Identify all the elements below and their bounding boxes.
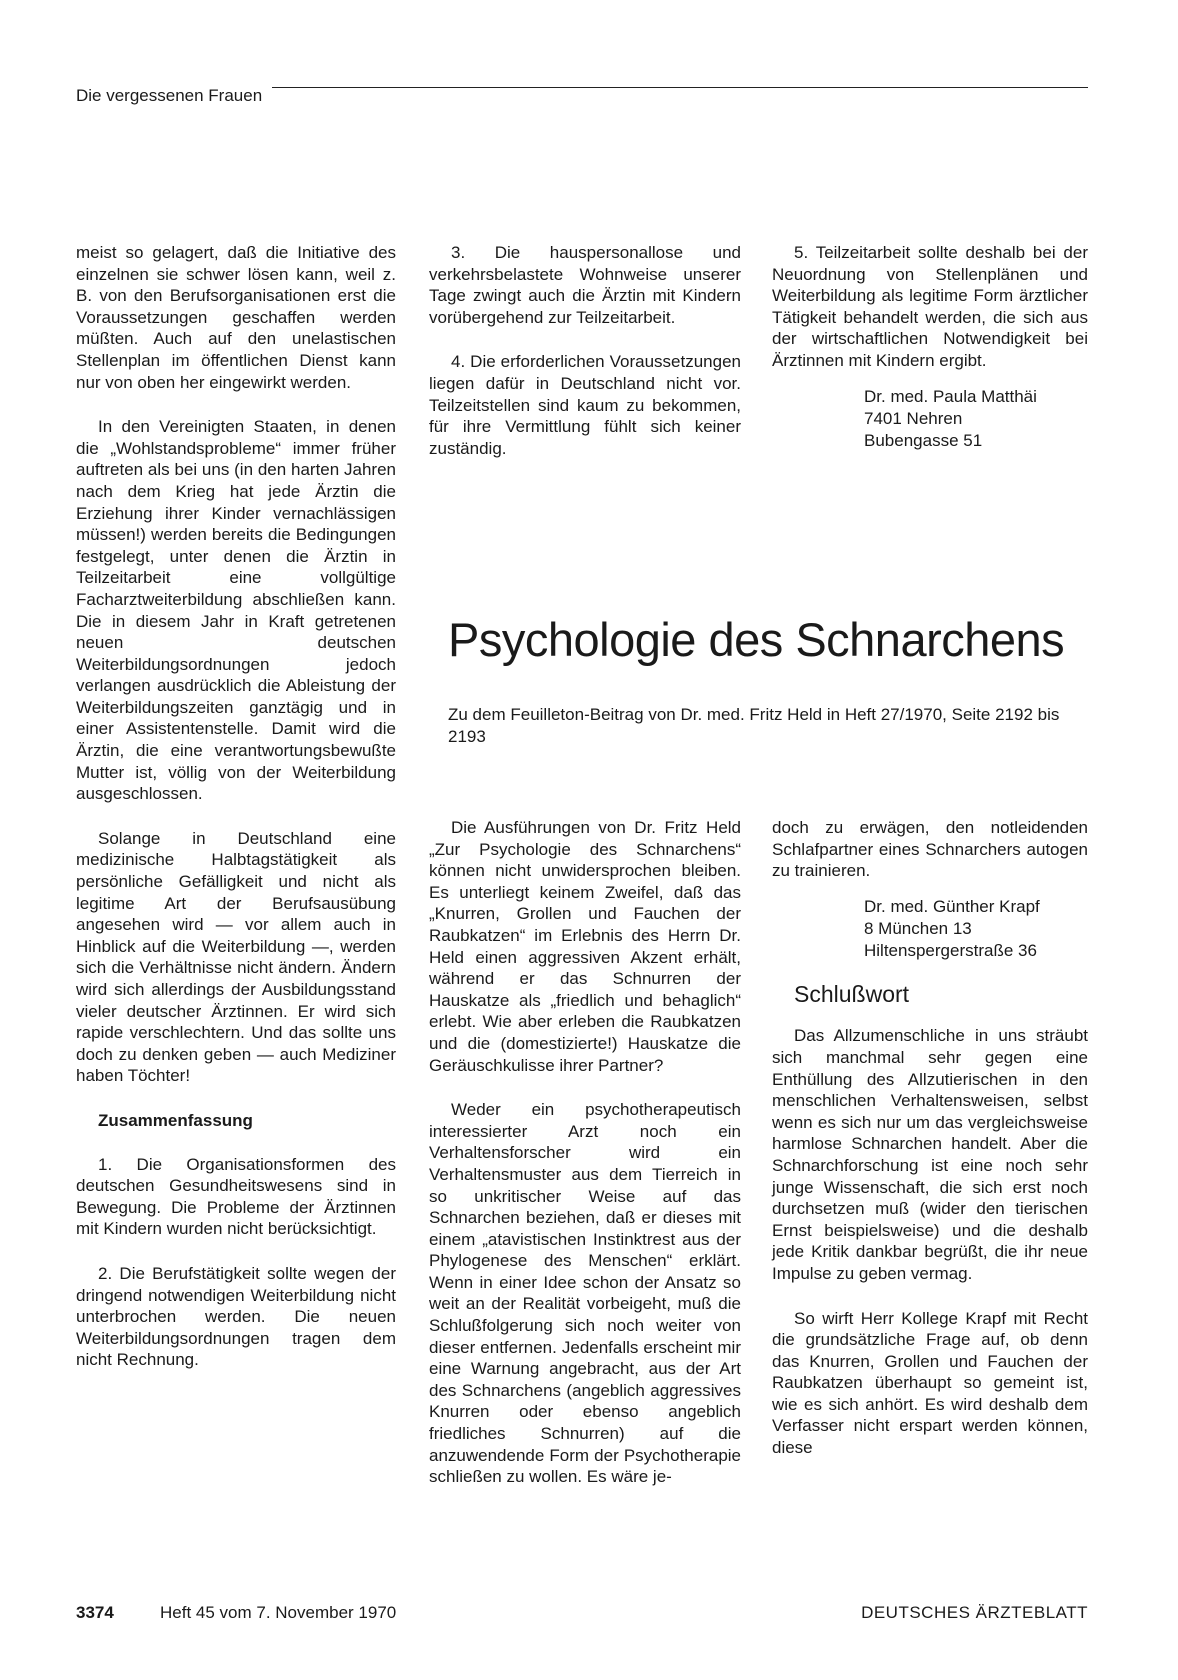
page-number: 3374 [76, 1603, 114, 1622]
column-4 [429, 817, 741, 1511]
running-head-rule [272, 87, 1088, 88]
paragraph: Weder ein psychotherapeutisch interessierter Arzt noch ein Verhaltensforscher wird ein Verhaltensmuster aus dem Tierreich in so unkritischer Weise auf das Schnarchen beziehen, daß er dieses mit einem „atavistischen Instinktrest aus der Phylogenese des Menschen“ erklärt. Wenn in einer Idee schon der Ansatz so weit an der Realität vorbeigeht, muß die Schlußfolgerung sich noch weiter von dieser entfernen. Jedenfalls erscheint mir eine Warnung angebracht, aus der Art des Schnarchens (angeblich aggressives Knurren oder ebenso angeblich friedliches Schnurren) auf die anzuwendende Form der Psychotherapie schließen zu wollen. Es wäre je- [429, 1100, 741, 1487]
author-signature [864, 386, 1088, 452]
author-street: Hiltenspergerstraße 36 [864, 940, 1037, 960]
paragraph: Die Ausführungen von Dr. Fritz Held „Zur Psychologie des Schnarchens“ können nicht unwidersprochen bleiben. Es unterliegt keinem Zweifel, daß das „Knurren, Grollen und Fauchen der Raubkatzen“ im Erlebnis des Herrn Dr. Held einen aggressiven Akzent erhält, während er das Schnurren der Hauskatze als „friedlich und behaglich“ erlebt. Wie aber erleben die Raubkatzen und die (domestizierte!) Hauskatze die Geräuschkulisse ihrer Partner? [429, 818, 741, 1075]
column-3 [772, 242, 1088, 452]
summary-point-2: 2. Die Berufstätigkeit sollte wegen der dringend notwendigen Weiterbildung nicht unterbrochen werden. Die neuen Weiterbildungsordnungen tragen dem nicht Rechnung. [76, 1263, 396, 1370]
paragraph: meist so gelagert, daß die Initiative des einzelnen sie schwer lösen kann, weil z. B. von den Berufsorganisationen erst die Voraussetzungen geschaffen werden müßten. Auch auf den unelastischen Stellenplan im öffentlichen Dienst kann nur von oben her eingewirkt werden. [76, 243, 396, 392]
summary-point-1: 1. Die Organisationsformen des deutschen Gesundheitswesens sind in Bewegung. Die Probleme der Ärztinnen mit Kindern wurden nicht berücksichtigt. [76, 1154, 396, 1239]
issue-info: Heft 45 vom 7. November 1970 [160, 1603, 397, 1622]
paragraph: doch zu erwägen, den notleidenden Schlafpartner eines Schnarchers autogen zu trainieren. [772, 818, 1088, 881]
article-reference: Zu dem Feuilleton-Beitrag von Dr. med. Fritz Held in Heft 27/1970, Seite 2192 bis 2193 [448, 705, 1060, 746]
section-heading: Schlußwort [794, 980, 910, 1007]
paragraph: So wirft Herr Kollege Krapf mit Recht die grundsätzliche Frage auf, ob denn das Knurren, Grollen und Fauchen der Raubkatzen überhaupt so gemeint ist, wie es sich anhört. Es wird deshalb dem Verfasser nicht erspart werden können, diese [772, 1308, 1088, 1458]
article-title: Psychologie des Schnarchens [448, 613, 1065, 666]
author-name: Dr. med. Günther Krapf [864, 896, 1040, 916]
running-head [76, 80, 1088, 104]
author-name: Dr. med. Paula Matthäi [864, 386, 1037, 406]
column-5 [772, 817, 1088, 1482]
author-city: 8 München 13 [864, 918, 972, 938]
author-signature [864, 896, 1088, 962]
page-footer [76, 1603, 1088, 1627]
column-1 [76, 242, 396, 1394]
paragraph: In den Vereinigten Staaten, in denen die „Wohlstandsprobleme“ immer früher auftreten als bei uns (in den harten Jahren nach dem Krieg hat jede Ärztin die Erziehung ihrer Kinder vernachlässigen müssen!) werden bereits die Bedingungen festgelegt, unter denen die Ärztin in Teilzeitarbeit eine vollgültige Facharztweiterbildung abschließen kann. Die in diesem Jahr in Kraft getretenen neuen deutschen Weiterbildungsordnungen jedoch verlangen ausdrücklich die Ableistung der Weiterbildungszeiten ganztägig und in einer Assistentenstelle. Damit wird die Ärztin, die eine verantwortungsbewußte Mutter ist, völlig von der Weiterbildung ausgeschlossen. [76, 417, 396, 804]
author-city: 7401 Nehren [864, 408, 963, 428]
journal-name: DEUTSCHES ÄRZTEBLATT [861, 1603, 1088, 1622]
author-street: Bubengasse 51 [864, 430, 983, 450]
summary-point-4: 4. Die erforderlichen Voraussetzungen liegen dafür in Deutschland nicht vor. Teilzeitstellen sind kaum zu bekommen, für ihre Vermittlung fühlt sich keiner zuständig. [429, 352, 741, 458]
summary-heading: Zusammenfassung [98, 1110, 253, 1130]
summary-point-3: 3. Die hauspersonallose und verkehrsbelastete Wohnweise unserer Tage zwingt auch die Ärztin mit Kindern vorübergehend zur Teilzeitarbeit. [429, 243, 741, 327]
paragraph: Solange in Deutschland eine medizinische Halbtagstätigkeit als persönliche Gefälligkeit und nicht als legitime Art der Berufsausübung angesehen wird — vor allem auch in Hinblick auf die Weiterbildung —, werden sich die Verhältnisse nicht ändern. Ändern wird sich allerdings der Ausbildungsstand vieler deutscher Ärztinnen. Er wird sich rapide verschlechtern. Und das sollte uns doch zu denken geben — auch Mediziner haben Töchter! [76, 828, 396, 1086]
summary-point-5: 5. Teilzeitarbeit sollte deshalb bei der Neuordnung von Stellenplänen und Weiterbildung als legitime Form ärztlicher Tätigkeit behandelt werden, die sich aus der wirtschaftlichen Notwendigkeit bei Ärztinnen mit Kindern ergibt. [772, 243, 1088, 370]
running-head-title: Die vergessenen Frauen [76, 86, 263, 105]
column-2 [429, 242, 741, 482]
paragraph: Das Allzumenschliche in uns sträubt sich manchmal sehr gegen eine Enthüllung des Allzutierischen in den menschlichen Verhaltensweisen, selbst wenn es sich nur um das vergleichsweise harmlose Schnarchen handelt. Aber die Schnarchforschung ist eine noch sehr junge Wissenschaft, die sich erst noch durchsetzen muß (wider den tierischen Ernst beispielsweise) und die deshalb jede Kritik dankbar begrüßt, die ihr neue Impulse zu geben vermag. [772, 1026, 1088, 1283]
